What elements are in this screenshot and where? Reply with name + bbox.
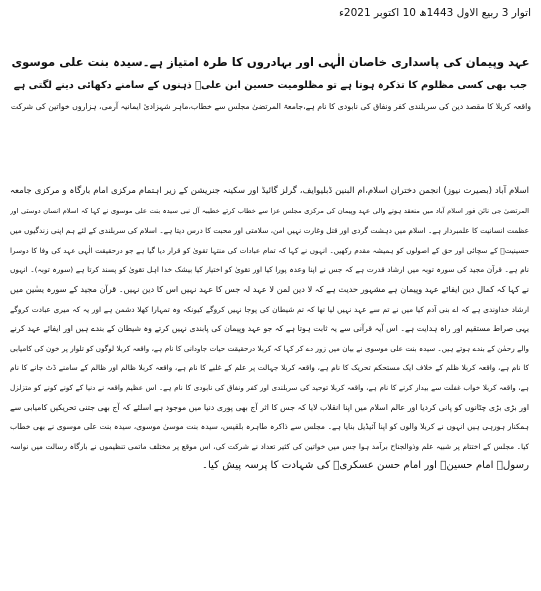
article-body <box>10 182 529 476</box>
body-line: اور بڑی بڑی چٹانوں کو پانی کردیا اور عالم اسلام میں اپنا انقلاب لایا کہ جس کا اثر آج بھی پوری دنیا میں موجود ہے اسلئے کہ آج بھی جتنی تحریکیں کامیابی سے <box>10 402 529 412</box>
body-line: حسینیتؑ کے سچائی اور حق کے اصولوں کو ہمیشہ مقدم رکھیں۔ انہوں نے کہا کہ تمام عبادات کی منتہا تقویٰ کو قرار دیا گیا ہے جو درحقیقت الٰہی عہد کی وفا کا دوسرا <box>10 245 529 255</box>
dateline: اتوار 3 ربیع الاول 1443ھ 10 اکتوبر 2021ء <box>338 7 531 19</box>
body-line: ہے، واقعہ کربلا خواب غفلت سے بیدار کرنے کا نام ہے، واقعہ کربلا توحید کی سربلندی اور کفر ونفاق کی نابودی کا نام ہے۔ اس عظیم واقعہ نے دنیا کے کونے کونے کو متزلزل <box>10 382 529 392</box>
body-line: والے رحمٰن کے بندے ہوتے ہیں۔ سیدہ بنت علی موسوی نے بیان میں زور دے کر کہا کہ کربلا درحقیقت حیات جاودانی کا نام ہے، واقعہ کربلا لوگوں کو تلوار پر خون کی کامیابی <box>10 343 529 353</box>
body-line: اسلام آباد (بصیرت نیوز) انجمن دختران اسلام،ام البنین ڈبلیوایف، گرلز گائیڈ اور سکینہ جنریشن کے زیر اہتمام مرکزی امام بارگاہ و مرکزی جامعہ <box>10 186 529 196</box>
body-line: نے کہا کہ کمال دین ایفائے عہد وپیمان ہے مشہور حدیث ہے کہ لا دین لمن لا عہد لہ جس کا عہد نہیں اس کا دین نہیں۔ قرآن مجید کے سورہ یسٰین میں <box>10 283 529 294</box>
body-line: عظمت انسانیت کا علمبردار ہے۔ اسلام میں دہشت گردی اور قتل وغارت نہیں امن، سلامتی اور محبت کا درس دیتا ہے۔ اسلام کی سربلندی کے لئے ہم اپنی زندگیوں میں <box>10 226 529 236</box>
body-line: کیا۔ مجلس کے اختتام پر شبیہ علم وذوالجناح برآمد ہوا جس میں خواتین کی کثیر تعداد نے شرکت کی، اس موقع پر مختلف ماتمی تنظیموں نے بارگاہ رسالت میں نواسہ <box>10 441 529 451</box>
headline: عہد وپیمان کی پاسداری خاصان الٰہی اور بہادروں کا طرہ امتیاز ہے۔سیدہ بنت علی موسوی <box>11 55 530 69</box>
body-line: کا نام ہے، واقعہ کربلا ظلم کے خلاف ایک مستحکم تحریک کا نام ہے، واقعہ کربلا جہالت پر علم کے غلبے کا نام ہے، واقعہ کربلا ظالم اور ظالم کے سامنے ڈٹ جانے کا نام <box>10 363 529 373</box>
subheadline: جب بھی کسی مظلوم کا تذکرہ ہوتا ہے تو مظلومیت حسین ابن علیؑ ذہنوں کے سامنے دکھائی دینے لگتی ہے <box>13 80 528 91</box>
body-line: یہی صراط مستقیم اور راہ ہدایت ہے۔ اس آیہ قرآنی سے یہ ثابت ہوتا ہے کہ جو عہد وپیمان کی پابندی نہیں کرتے وہ شیطان کے بندے ہیں اور ایفائے عہد کرنے <box>10 324 529 334</box>
body-line: المرتضیٰ جی نائن فور اسلام آباد میں منعقد ہونے والی عہد وپیمان کی مرکزی مجلس عزا سے خطاب کرتے خطیبہ آل نبی سیدہ بنت علی موسوی نے کہا کہ اسلام انسان دوستی اور <box>10 206 529 215</box>
body-line: نام ہے۔ قرآن مجید کی سورہ توبہ میں ارشاد قدرت ہے کہ جس نے اپنا وعدہ پورا کیا اور تقویٰ کو اختیار کیا بیشک خدا اہل تقویٰ کو پسند کرتا ہے (سورہ توبہ)۔ انہوں <box>10 265 529 275</box>
summary-line: واقعہ کربلا کا مقصد دین کی سربلندی کفر ونفاق کی نابودی کا نام ہے،جامعۃ المرتضیٰ مجلس سے خطاب،ماہر شہزادیٔ ایمانیہ آرمی، ہزاروں خواتین کی شرکت <box>10 102 531 111</box>
body-line: رسولؐ امام حسینؑ اور امام حسن عسکریؑ کی شہادت کا پرسہ پیش کیا۔ <box>201 460 529 472</box>
body-line: ہمکنار ہورہی ہیں انہوں نے کربلا والوں کو اپنا آئیڈیل بنایا ہے۔ مجلس سے ذاکرہ طاہرہ بلقیس، سیدہ بنت موسیٰ موسوی، سیدہ بنت علی موسوی نے بھی خطاب <box>10 422 529 432</box>
body-line: ارشاد خداوندی ہے کہ اے بنی آدم کیا میں نے تم سے عہد نہیں لیا تھا کہ تم شیطان کی پوجا نہیں کروگے کیونکہ وہ تمہارا کھلا دشمن ہے اور یہ کہ میری عبادت کروگے <box>10 304 529 314</box>
